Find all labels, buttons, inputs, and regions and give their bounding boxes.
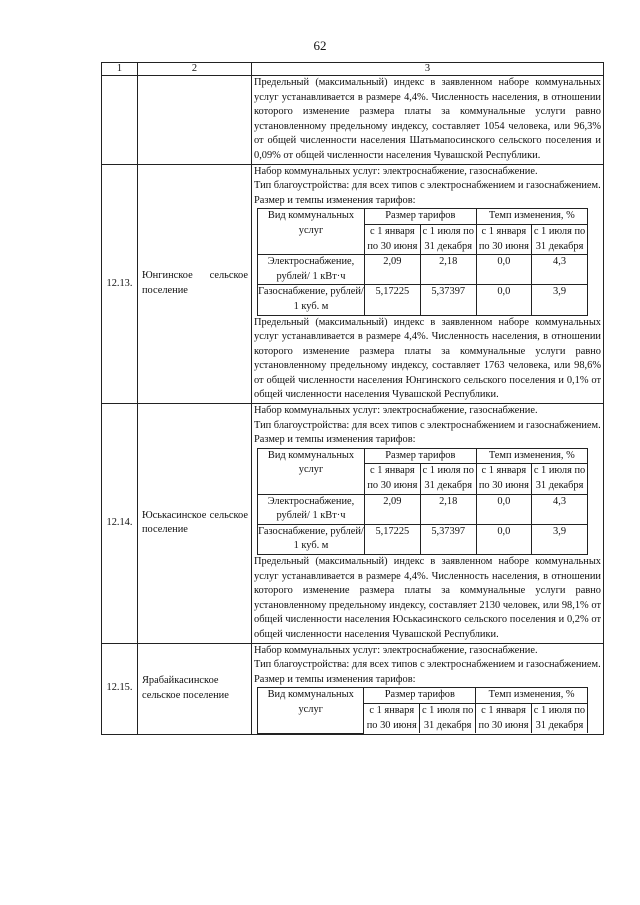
- rate-value: 0,0: [476, 285, 531, 315]
- tariff-size-header: Размер тарифов: [364, 688, 476, 704]
- period-jul-header: с 1 июля по 31 декабря: [531, 703, 587, 733]
- tariff-title: Размер и темпы изменения тарифов:: [254, 434, 416, 446]
- tariff-table: [257, 687, 588, 733]
- rate-value: 0,0: [476, 255, 531, 285]
- tariff-table: [257, 448, 588, 555]
- settlement-row: [102, 404, 604, 644]
- row-number: 12.15.: [102, 643, 138, 734]
- service-row: [258, 494, 588, 524]
- tariff-value: 5,17225: [364, 524, 420, 554]
- period-jul-header: с 1 июля по 31 декабря: [420, 464, 476, 494]
- rate-value: 3,9: [532, 524, 588, 554]
- service-row: [258, 524, 588, 554]
- service-type-header: Вид коммунальных услуг: [258, 209, 365, 255]
- tariff-value: 5,37397: [420, 524, 476, 554]
- index-paragraph: Предельный (максимальный) индекс в заявленном наборе коммунальных услуг устанавливается в размере 4,4%. Численность населения, в отношении которого изменение размера платы за коммунальные услуги равно установленному предельному индексу, составляет 1763 человека, или 98,6% от общей численности населения Юнгинского сельского поселения и 0,1% от общей численности населения Чувашской Республики.: [254, 316, 601, 401]
- services-set-text: Набор коммунальных услуг: электроснабжение, газоснабжение.: [254, 405, 538, 417]
- period-jul-header: с 1 июля по 31 декабря: [420, 224, 476, 254]
- rate-value: 0,0: [476, 524, 531, 554]
- continuation-row: [102, 76, 604, 165]
- settlement-name: Ярабайкасинское сельское поселение: [138, 643, 252, 734]
- service-name: Электроснабжение, рублей/ 1 кВт·ч: [258, 494, 365, 524]
- services-set-text: Набор коммунальных услуг: электроснабжение, газоснабжение.: [254, 644, 538, 656]
- period-jan-header: с 1 января по 30 июня: [476, 224, 531, 254]
- tariff-table: [257, 208, 588, 315]
- index-paragraph: Предельный (максимальный) индекс в заявленном наборе коммунальных услуг устанавливается в размере 4,4%. Численность населения, в отношении которого изменение размера платы за коммунальные услуги равно установленному предельному индексу, составляет 2130 человек, или 98,1% от общей численности населения Юськасинского сельского поселения и 0,2% от общей численности населения Чувашской Республики.: [254, 556, 601, 640]
- services-set-text: Набор коммунальных услуг: электроснабжение, газоснабжение.: [254, 165, 538, 177]
- period-jul-header: с 1 июля по 31 декабря: [532, 224, 588, 254]
- column-2-header: 2: [138, 63, 252, 76]
- service-row: [258, 285, 588, 315]
- tariff-title: Размер и темпы изменения тарифов:: [254, 194, 416, 206]
- row-number: 12.13.: [102, 164, 138, 404]
- page-number: 62: [313, 38, 327, 53]
- index-paragraph: Предельный (максимальный) индекс в заявленном наборе коммунальных услуг устанавливается в размере 4,4%. Численность населения, в отношении которого изменение размера платы за коммунальные услуги равно установленному предельному индексу, составляет 1054 человека, или 96,3% от общей численности населения Шатьмапосинского сельского поселения и 0,09% от общей численности населения Чувашской Республики.: [254, 77, 601, 161]
- tariff-value: 2,09: [364, 255, 420, 285]
- period-jul-header: с 1 июля по 31 декабря: [532, 464, 588, 494]
- tariff-title: Размер и темпы изменения тарифов:: [254, 673, 416, 685]
- tariff-size-header: Размер тарифов: [364, 448, 476, 464]
- service-name: Электроснабжение, рублей/ 1 кВт·ч: [258, 255, 365, 285]
- row-number: 12.14.: [102, 404, 138, 644]
- settlement-name: Юськасинское сельское поселение: [138, 404, 252, 644]
- service-name: Газоснабжение, рублей/ 1 куб. м: [258, 524, 365, 554]
- tariff-value: 5,17225: [364, 285, 420, 315]
- tariff-value: 2,18: [420, 494, 476, 524]
- service-name: Газоснабжение, рублей/ 1 куб. м: [258, 285, 365, 315]
- rate-value: 4,3: [532, 255, 588, 285]
- service-row: [258, 255, 588, 285]
- improvement-type-text: Тип благоустройства: для всех типов с электроснабжением и газоснабжением.: [254, 180, 601, 192]
- period-jan-header: с 1 января по 30 июня: [364, 464, 420, 494]
- column-3-header: 3: [252, 63, 604, 76]
- rate-value: 3,9: [532, 285, 588, 315]
- improvement-type-text: Тип благоустройства: для всех типов с электроснабжением и газоснабжением.: [254, 659, 601, 671]
- settlement-name: Юнгинское сельское поселение: [138, 164, 252, 404]
- tariff-value: 5,37397: [420, 285, 476, 315]
- settlement-row: [102, 643, 604, 734]
- tariff-value: 2,09: [364, 494, 420, 524]
- tariff-rate-header: Темп изменения, %: [476, 209, 587, 225]
- tariff-value: 2,18: [420, 255, 476, 285]
- period-jul-header: с 1 июля по 31 декабря: [420, 703, 476, 733]
- period-jan-header: с 1 января по 30 июня: [364, 224, 420, 254]
- tariff-rate-header: Темп изменения, %: [476, 688, 588, 704]
- rate-value: 0,0: [476, 494, 531, 524]
- settlement-row: [102, 164, 604, 404]
- service-type-header: Вид коммунальных услуг: [258, 688, 364, 733]
- period-jan-header: с 1 января по 30 июня: [476, 464, 531, 494]
- tariff-rate-header: Темп изменения, %: [476, 448, 587, 464]
- improvement-type-text: Тип благоустройства: для всех типов с электроснабжением и газоснабжением.: [254, 419, 601, 431]
- municipal-tariff-table: [101, 62, 604, 735]
- rate-value: 4,3: [532, 494, 588, 524]
- service-type-header: Вид коммунальных услуг: [258, 448, 365, 494]
- period-jan-header: с 1 января по 30 июня: [364, 703, 420, 733]
- tariff-size-header: Размер тарифов: [364, 209, 476, 225]
- column-number-row: [102, 63, 604, 76]
- column-1-header: 1: [102, 63, 138, 76]
- period-jan-header: с 1 января по 30 июня: [476, 703, 532, 733]
